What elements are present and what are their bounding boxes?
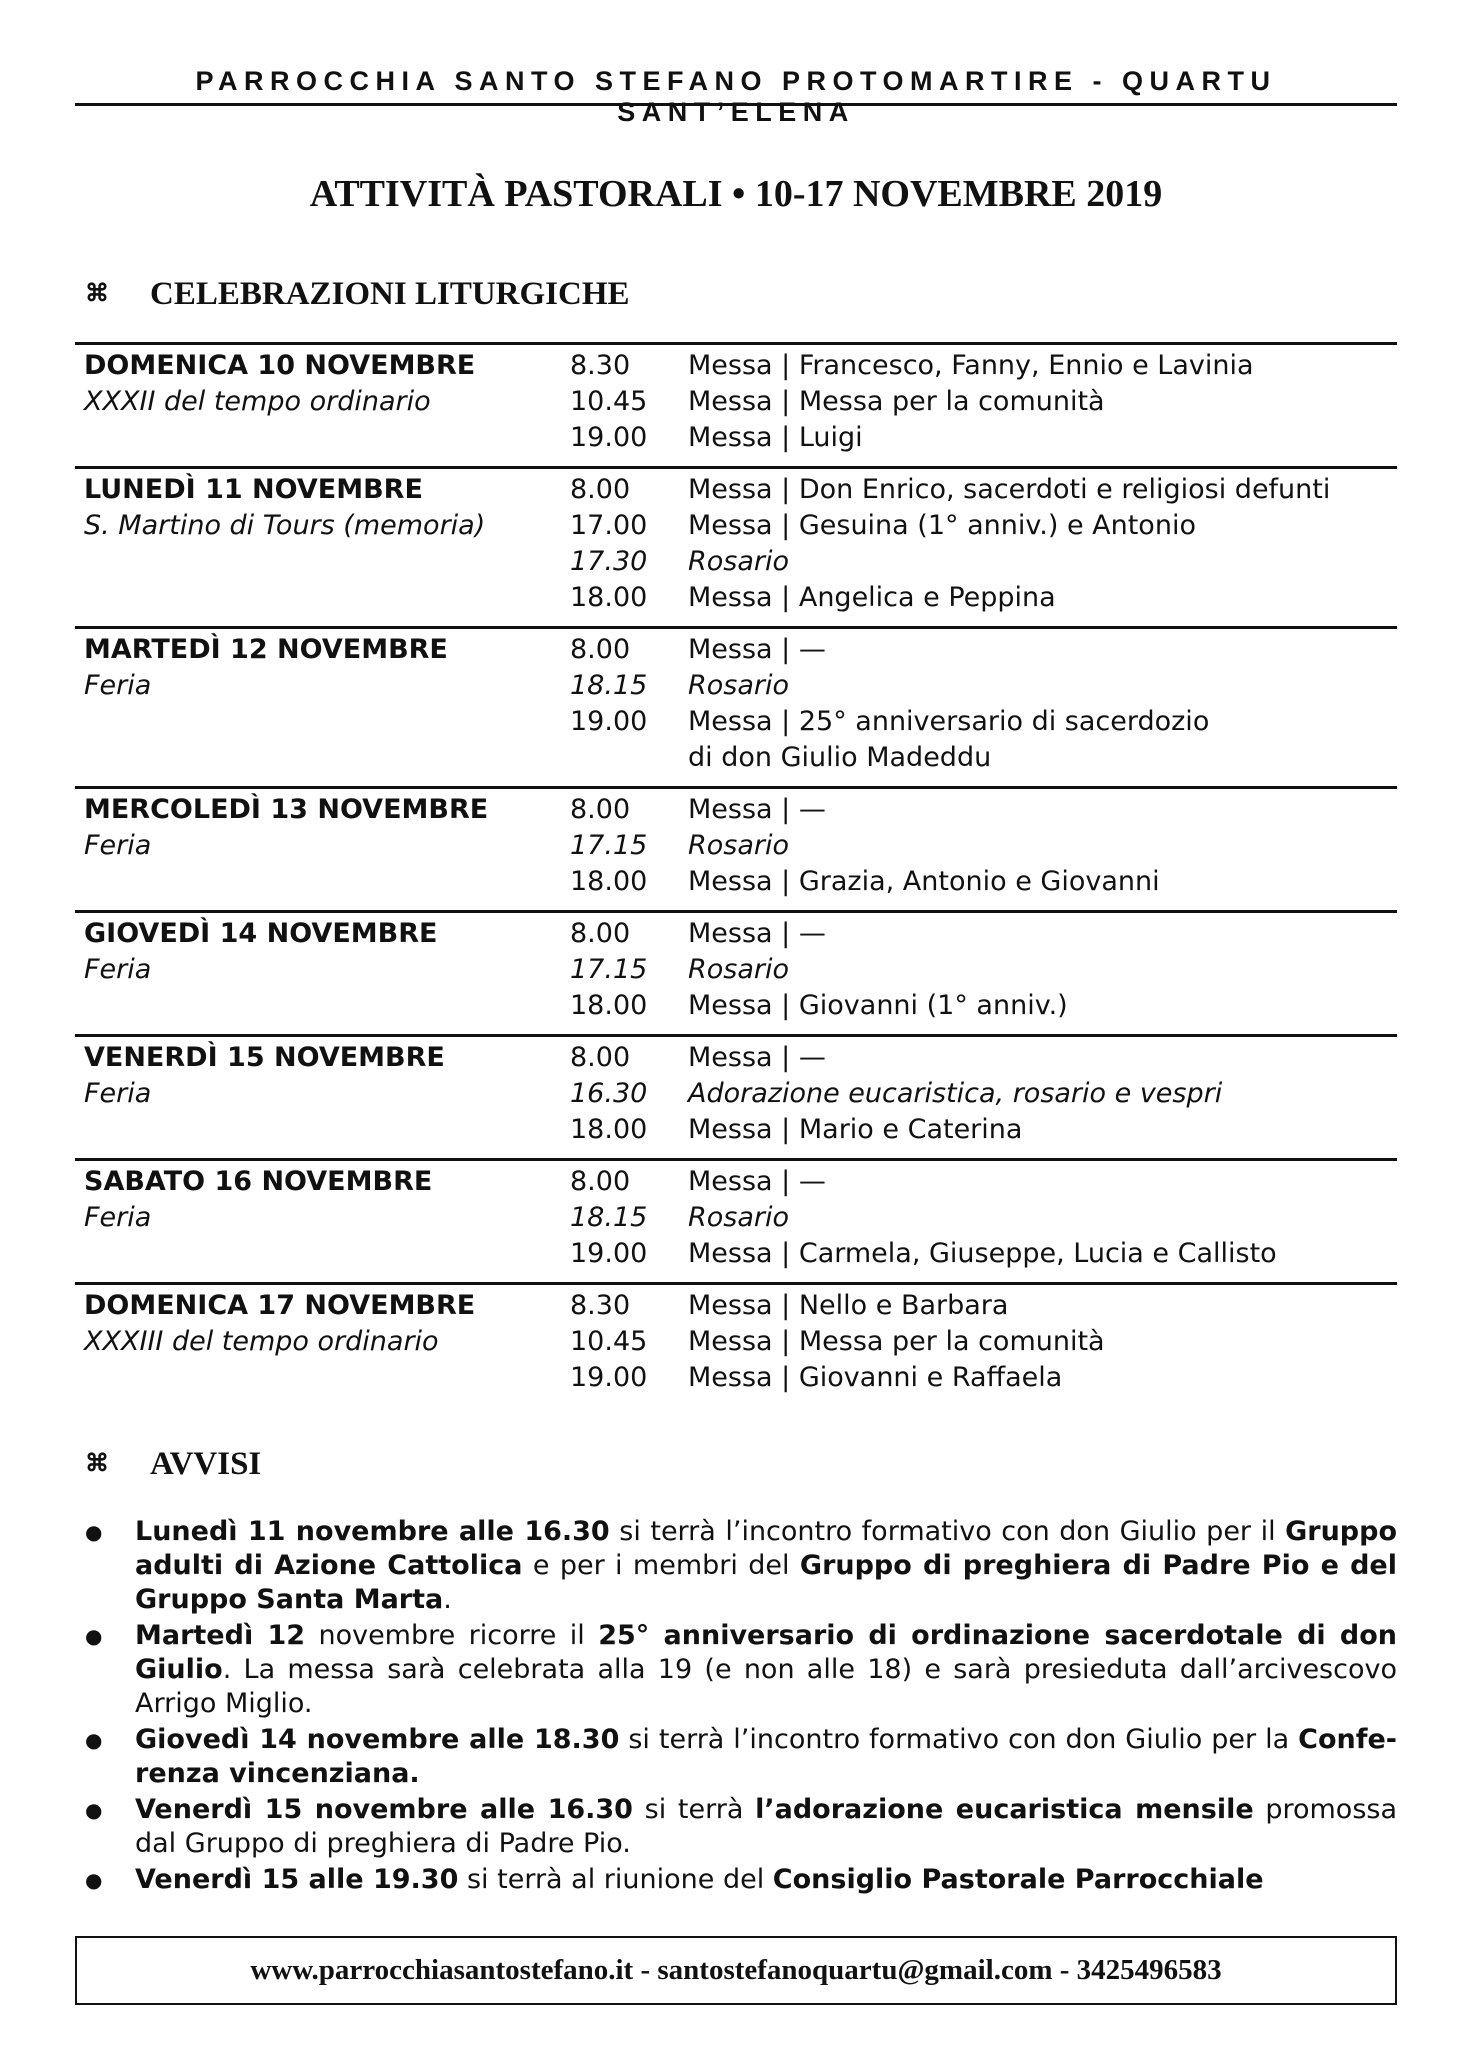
- section-heading-celebrations: [85, 276, 630, 313]
- notice-emphasis: Consiglio Pastorale Parrocchiale: [772, 1864, 1264, 1895]
- event-time: 18.15: [570, 1202, 648, 1233]
- day-name: VENERDÌ 15 NOVEMBRE: [84, 1042, 445, 1073]
- event-time: 19.00: [570, 1238, 648, 1269]
- schedule-row: [75, 632, 1397, 668]
- notice-item: [75, 1619, 1397, 1721]
- event-time: 18.00: [570, 1114, 648, 1145]
- day-column-spacer: [75, 1112, 570, 1148]
- event-time: 10.45: [570, 1326, 648, 1357]
- schedule-row: [75, 508, 1397, 544]
- event-time: 8.00: [570, 1042, 631, 1073]
- event-description: Messa | Carmela, Giuseppe, Lucia e Callisto: [688, 1238, 1277, 1269]
- event-time: 18.15: [570, 670, 648, 701]
- event-description: Messa | Don Enrico, sacerdoti e religiosi defunti: [688, 474, 1331, 505]
- notice-text: si terrà al riunione del: [458, 1864, 773, 1895]
- notice-emphasis: Gruppo adulti di Azione Cattolica: [135, 1516, 1398, 1581]
- footer-contacts: www.parrocchiasantostefano.it - santostefanoquartu@gmail.com - 3425496583: [75, 1936, 1397, 2005]
- day-name: MARTEDÌ 12 NOVEMBRE: [84, 634, 448, 665]
- day-block: [75, 1158, 1397, 1282]
- schedule-row: [75, 988, 1397, 1024]
- notice-text: si terrà: [632, 1794, 756, 1825]
- event-time: 19.00: [570, 1362, 648, 1393]
- notice-item: [75, 1793, 1397, 1861]
- schedule-row: [75, 348, 1397, 384]
- schedule-row: [75, 1112, 1397, 1148]
- liturgical-note: XXXII del tempo ordinario: [84, 386, 431, 417]
- notice-item: [75, 1515, 1397, 1617]
- day-column-spacer: [75, 420, 570, 456]
- day-block: [75, 910, 1397, 1034]
- schedule-row: [75, 1360, 1397, 1396]
- day-name: SABATO 16 NOVEMBRE: [84, 1166, 433, 1197]
- event-description: Messa | Giovanni e Raffaela: [688, 1362, 1063, 1393]
- event-time: 17.00: [570, 510, 648, 541]
- day-name: DOMENICA 10 NOVEMBRE: [84, 350, 476, 381]
- page-title: ATTIVITÀ PASTORALI • 10-17 NOVEMBRE 2019: [309, 173, 1163, 215]
- schedule-row: [75, 384, 1397, 420]
- event-time: 8.30: [570, 350, 631, 381]
- header-divider: [75, 103, 1397, 106]
- event-description: Rosario: [688, 670, 790, 701]
- notice-emphasis: Martedì 12: [135, 1620, 306, 1651]
- schedule-row: [75, 580, 1397, 616]
- day-name: GIOVEDÌ 14 NOVEMBRE: [84, 918, 438, 949]
- day-column-spacer: [75, 740, 570, 776]
- day-column-spacer: [75, 544, 570, 580]
- event-time: 17.15: [570, 954, 648, 985]
- notice-text: . La messa sarà celebrata alla 19 (e non alle 18) e sarà presieduta dall’arcivescovo Arrigo Miglio.: [135, 1654, 1397, 1719]
- notice-emphasis: Giovedì 14 novembre alle 18.30: [135, 1724, 620, 1755]
- day-name: DOMENICA 17 NOVEMBRE: [84, 1290, 476, 1321]
- section-title: CELEBRAZIONI LITURGICHE: [150, 276, 630, 312]
- day-column-spacer: [75, 988, 570, 1024]
- event-time: 17.15: [570, 830, 648, 861]
- day-block: [75, 786, 1397, 910]
- event-description: Messa | Grazia, Antonio e Giovanni: [688, 866, 1160, 897]
- event-description: Rosario: [688, 830, 790, 861]
- schedule-row: [75, 1076, 1397, 1112]
- bullet-marker-icon: ⌘: [85, 1451, 109, 1477]
- day-column-spacer: [75, 580, 570, 616]
- event-time: 8.00: [570, 918, 631, 949]
- event-description: Messa | Gesuina (1° anniv.) e Antonio: [688, 510, 1196, 541]
- day-column-spacer: [75, 1360, 570, 1396]
- event-time: 18.00: [570, 990, 648, 1021]
- event-time: 18.00: [570, 866, 648, 897]
- event-description: Messa | —: [688, 634, 826, 665]
- event-time: 8.30: [570, 1290, 631, 1321]
- event-time: 8.00: [570, 474, 631, 505]
- event-description: Rosario: [688, 1202, 790, 1233]
- day-column-spacer: [75, 864, 570, 900]
- schedule-row: [75, 1236, 1397, 1272]
- event-time: [570, 740, 688, 776]
- event-description: Messa | —: [688, 1042, 826, 1073]
- event-time: 19.00: [570, 422, 648, 453]
- event-time: 8.00: [570, 794, 631, 825]
- schedule-row: [75, 704, 1397, 740]
- event-description: Rosario: [688, 954, 790, 985]
- schedule-row: [75, 1324, 1397, 1360]
- notice-emphasis: Conferenza vincenziana.: [135, 1724, 1397, 1789]
- event-time: 10.45: [570, 386, 648, 417]
- notice-text: novembre ricorre il: [305, 1620, 599, 1651]
- day-block: [75, 342, 1397, 466]
- schedule-row: [75, 740, 1397, 776]
- schedule-row: [75, 1164, 1397, 1200]
- schedule-row: [75, 828, 1397, 864]
- notice-emphasis: Venerdì 15 alle 19.30: [135, 1864, 459, 1895]
- parish-header: PARROCCHIA SANTO STEFANO PROTOMARTIRE - QUARTU SANT’ELENA: [195, 66, 1277, 127]
- section-heading-notices: [85, 1446, 261, 1483]
- liturgical-note: S. Martino di Tours (memoria): [84, 510, 486, 541]
- notice-text: si terrà l’incontro formativo con don Giulio per il: [609, 1516, 1286, 1547]
- schedule-row: [75, 864, 1397, 900]
- schedule-row: [75, 668, 1397, 704]
- bullet-marker-icon: ⌘: [85, 281, 109, 307]
- day-column-spacer: [75, 1236, 570, 1272]
- notice-text: .: [443, 1584, 452, 1615]
- schedule-row: [75, 916, 1397, 952]
- event-description: di don Giulio Madeddu: [688, 742, 992, 773]
- notices-list: [75, 1515, 1397, 1899]
- celebrations-schedule: [75, 342, 1397, 1406]
- event-description: Messa | —: [688, 1166, 826, 1197]
- event-description: Messa | Luigi: [688, 422, 863, 453]
- event-time: 19.00: [570, 706, 648, 737]
- event-description: Rosario: [688, 546, 790, 577]
- schedule-row: [75, 544, 1397, 580]
- event-description: Messa | —: [688, 794, 826, 825]
- event-description: Messa | Nello e Barbara: [688, 1290, 1009, 1321]
- event-description: Messa | Mario e Caterina: [688, 1114, 1023, 1145]
- schedule-row: [75, 1040, 1397, 1076]
- notice-emphasis: Lunedì 11 novembre alle 16.30: [135, 1516, 610, 1547]
- liturgical-note: Feria: [84, 1202, 152, 1233]
- event-description: Messa | 25° anniversario di sacerdozio: [688, 706, 1210, 737]
- event-time: 8.00: [570, 634, 631, 665]
- schedule-row: [75, 472, 1397, 508]
- event-time: 16.30: [570, 1078, 648, 1109]
- event-time: 17.30: [570, 546, 648, 577]
- event-description: Messa | Giovanni (1° anniv.): [688, 990, 1068, 1021]
- day-block: [75, 1282, 1397, 1406]
- notice-item: [75, 1863, 1397, 1897]
- day-block: [75, 1034, 1397, 1158]
- schedule-row: [75, 1288, 1397, 1324]
- event-time: 8.00: [570, 1166, 631, 1197]
- liturgical-note: Feria: [84, 830, 152, 861]
- notice-emphasis: Gruppo di preghiera di Padre Pio e del Gruppo Santa Marta: [135, 1550, 1397, 1615]
- event-description: Messa | —: [688, 918, 826, 949]
- event-description: Messa | Francesco, Fanny, Ennio e Lavinia: [688, 350, 1254, 381]
- liturgical-note: Feria: [84, 1078, 152, 1109]
- notice-text: promossa dal Gruppo di preghiera di Padre Pio.: [135, 1794, 1398, 1859]
- liturgical-note: Feria: [84, 954, 152, 985]
- schedule-row: [75, 952, 1397, 988]
- event-description: Messa | Messa per la comunità: [688, 386, 1105, 417]
- notice-item: [75, 1723, 1397, 1791]
- notice-text: si terrà l’incontro formativo con don Giulio per la: [619, 1724, 1299, 1755]
- schedule-row: [75, 420, 1397, 456]
- liturgical-note: Feria: [84, 670, 152, 701]
- event-description: Messa | Messa per la comunità: [688, 1326, 1105, 1357]
- section-title: AVVISI: [150, 1446, 262, 1482]
- schedule-row: [75, 792, 1397, 828]
- liturgical-note: XXXIII del tempo ordinario: [84, 1326, 439, 1357]
- event-description: Adorazione eucaristica, rosario e vespri: [688, 1078, 1223, 1109]
- day-name: LUNEDÌ 11 NOVEMBRE: [84, 474, 423, 505]
- day-name: MERCOLEDÌ 13 NOVEMBRE: [84, 794, 489, 825]
- event-description: Messa | Angelica e Peppina: [688, 582, 1056, 613]
- day-block: [75, 466, 1397, 626]
- day-column-spacer: [75, 704, 570, 740]
- notice-emphasis: l’adorazione eucaristica mensile: [755, 1794, 1254, 1825]
- schedule-row: [75, 1200, 1397, 1236]
- notice-text: e per i membri del: [522, 1550, 800, 1581]
- notice-emphasis: 25° anniversario di ordinazione sacerdotale di don Giulio: [135, 1620, 1397, 1685]
- event-time: 18.00: [570, 582, 648, 613]
- notice-emphasis: Venerdì 15 novembre alle 16.30: [135, 1794, 633, 1825]
- day-block: [75, 626, 1397, 786]
